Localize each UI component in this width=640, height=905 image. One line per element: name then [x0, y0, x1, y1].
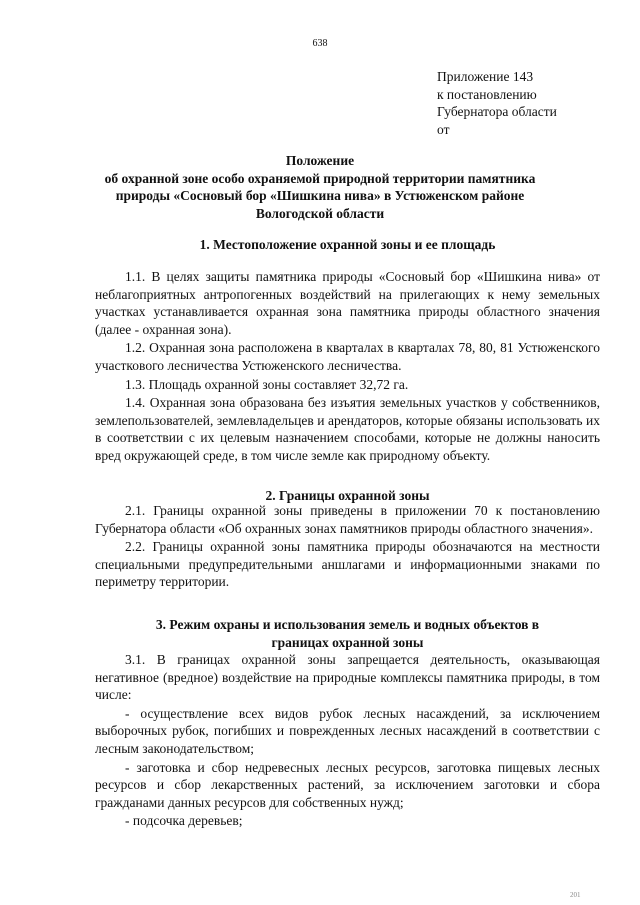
- paragraph: 1.3. Площадь охранной зоны составляет 32,72 га.: [125, 376, 409, 392]
- section-2-text: [95, 502, 600, 592]
- list-item: - подсочка деревьев;: [125, 813, 243, 829]
- section-heading-2: 2. Границы охранной зоны: [265, 488, 430, 503]
- appendix-reference: [437, 68, 557, 138]
- paragraph: 1.2. Охранная зона расположена в кварталах в кварталах 78, 80, 81 Устюженского участкового лесничества Устюженского лесничества.: [95, 340, 600, 373]
- list-item: - осуществление всех видов рубок лесных насаждений, за исключением выборочных рубок, погибших и поврежденных лесных насаждений в соответствии с лесным законодательством;: [95, 705, 600, 756]
- footer-mark: 201: [570, 891, 581, 899]
- appendix-line: к постановлению: [437, 86, 537, 102]
- paragraph: 1.4. Охранная зона образована без изъятия земельных участков у собственников, землепользователей, землевладельцев и арендаторов, которые обязаны использовать их в соответствии с их целевым назначением способами, которые не должны наносить вред окружающей среде, в том числе земле как природному объекту.: [95, 395, 600, 463]
- list-item: - заготовка и сбор недревесных лесных ресурсов, заготовка пищевых лесных ресурсов и сбор лекарственных растений, за исключением заготовки и сбора гражданами данных ресурсов для собственных нужд;: [95, 759, 600, 810]
- heading-line: границах охранной зоны: [271, 634, 424, 650]
- appendix-line: от: [437, 121, 450, 137]
- paragraph: 1.1. В целях защиты памятника природы «Сосновый бор «Шишкина нива» от неблагоприятных антропогенных воздействий на прилегающих к нему земельных участках устанавливается охранная зона памятника природы областного значения (далее - охранная зона).: [95, 269, 600, 337]
- section-3-text: [95, 651, 600, 831]
- paragraph: 2.2. Границы охранной зоны памятника природы обозначаются на местности специальными предупредительными аншлагами и информационными знаками по периметру территории.: [95, 539, 600, 590]
- paragraph: 2.1. Границы охранной зоны приведены в приложении 70 к постановлению Губернатора области «Об охранных зонах памятников природы областного значения».: [95, 503, 600, 536]
- section-heading-3: [95, 616, 600, 651]
- document-title: [95, 152, 545, 222]
- section-1-text: [95, 268, 600, 466]
- appendix-line: Приложение 143: [437, 69, 534, 84]
- title-line: Положение: [285, 153, 355, 168]
- page-number: 638: [312, 38, 328, 49]
- section-heading-1: 1. Местоположение охранной зоны и ее площадь: [199, 237, 496, 252]
- title-line: природы «Сосновый бор «Шишкина нива» в Устюженском районе: [115, 188, 525, 203]
- title-line: об охранной зоне особо охраняемой природной территории памятника: [104, 170, 536, 186]
- paragraph: 3.1. В границах охранной зоны запрещается деятельность, оказывающая негативное (вредное) воздействие на природные комплексы памятника природы, в том числе:: [95, 652, 600, 703]
- title-line: Вологодской области: [255, 205, 385, 221]
- heading-line: 3. Режим охраны и использования земель и водных объектов в: [155, 617, 540, 632]
- appendix-line: Губернатора области: [437, 104, 557, 119]
